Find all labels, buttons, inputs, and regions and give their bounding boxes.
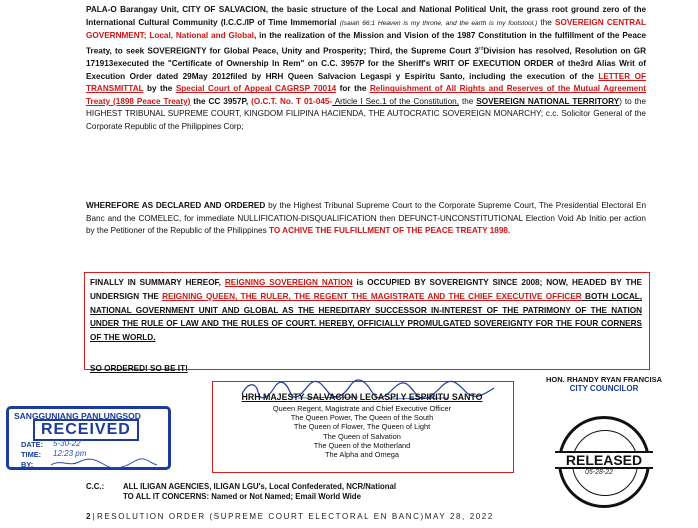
para1-text: , in the realization of the Mission and Vision of the 1987 Constitution in the fulfillment of the Peace Treaty, to seek SOVEREIGNTY for Global Peace, Unity and Prosperity; Third, the Supreme Court 3 [86, 31, 646, 56]
para3-text: BOTH LOCAL, NATIONAL GOVERNMENT UNIT AND GLOBAL AS THE HEREDITARY SUCCESSOR IN-INTEREST OF THE PATRIMONY OF THE NATION UNDER THE RULE OF LAW AND THE RULES OF COURT. HEREBY, OFFICIALLY PROMULGATED SOVEREIGNTY FOR THE FOUR CORNERS OF THE WORLD. [90, 291, 643, 343]
scripture-quote: (Isaiah 66:1 Heaven is my throne, and the earth is my footstool.) [339, 19, 538, 27]
para1-text: the [537, 17, 555, 27]
para1-text: ) to the HIGHEST TRIBUNAL SUPREME COURT, KINGDOM FILIPINA HACIENDA, THE AUTOCRATIC SOVEREIGN MONARCHY; c.c. Solicitor General of the Corporate Republic of the Philippines Corp; [86, 96, 646, 132]
title-line: The Queen of Salvation [323, 431, 401, 441]
para1-text: PALA-O Barangay Unit, CITY OF SALVACION, the basic structure of the Local and National Political Unit, the grass root ground zero of the International Cultural Community (I.C.C./IP of Time Immemorial [86, 5, 646, 27]
para2-text: by the Highest Tribunal Supreme Court to the Corporate Supreme Court, The Presidential Electoral En Banc and the COMELEC, for immediate NULLIFICATION-DISQUALIFICATION then DEFUNCT-UNCONSTITUTIONAL Election Void Ab Initio per action by the Petitioner of the Republic of the Philippines [86, 201, 646, 236]
letter-of-transmittal: LETTER OF TRANSMITTAL [86, 71, 647, 94]
councilor-title: CITY COUNCILOR [569, 384, 639, 393]
para3-text: is OCCUPIED BY SOVEREIGNTY SINCE 2008; NOW, HEADED BY THE UNDERSIGN THE [90, 278, 642, 301]
peace-treaty-phrase: TO ACHIVE THE FULFILLMENT OF THE PEACE TREATY 1898. [268, 226, 511, 236]
title-line: The Queen Power, The Queen of the South [290, 413, 434, 423]
stamp-received-word: RECEIVED [33, 419, 139, 441]
para1-text: Division has resolved, Resolution on GR 171913executed the "Certificate of Ownership In Rem" on C.C. 3957P for the Sheriff's WRIT OF EXECUTION ORDER of the3rd Alias Writ of Execution Order dated 29May 2012filed by HRH Queen Salvacion Legaspi y Espiritu Santo, including the execution of the [86, 46, 646, 81]
stamp-date-value: 5-30-22 [53, 439, 81, 448]
para1-text: by the [143, 84, 176, 94]
para1-text: the [459, 96, 477, 106]
stamp-date-label: DATE: [21, 440, 44, 449]
wherefore-heading: WHEREFORE AS DECLARED AND ORDERED [86, 201, 266, 210]
cc-line: TO ALL IT CONCERNS: Named or Not Named; Email World Wide [123, 491, 361, 501]
stamp-by-label: BY: [21, 460, 34, 469]
page-number: 2 [86, 512, 91, 521]
sovereign-territory: SOVEREIGN NATIONAL TERRITORY [476, 96, 620, 106]
para1-text: for the [336, 84, 370, 94]
relinquishment-phrase: Relinquishment of All Rights and Reserves of the Mutual Agreement Treaty (1898 Peace Treaty) [86, 84, 646, 106]
stamp-time-label: TIME: [21, 450, 42, 459]
cc-recipients [123, 482, 483, 501]
page-footer: 2 | RESOLUTION ORDER (SUPREME COURT ELECTORAL EN BANC)MAY 28, 2022 [86, 512, 494, 521]
stamp-time-value: 12:23 pm [53, 449, 87, 458]
superscript: rd [478, 45, 484, 52]
reigning-nation-phrase: REIGNING SOVEREIGN NATION [224, 278, 353, 287]
title-line: The Alpha and Omega [325, 450, 399, 460]
reigning-queen-phrase: REIGNING QUEEN, THE RULER, THE REGENT THE MAGISTRATE AND THE CHIEF EXECUTIVE OFFICER [162, 291, 582, 301]
stamp-released-word: RELEASED [555, 451, 653, 469]
cc-label: C.C.: [86, 482, 105, 491]
oct-number: (O.C.T. No. T 01-045- [251, 96, 333, 106]
signatory-titles [212, 404, 512, 459]
stamp-by-signature [49, 457, 159, 469]
paragraph-wherefore [86, 200, 646, 238]
councilor-name: HON. RHANDY RYAN FRANCISA [546, 375, 662, 384]
released-stamp [558, 416, 650, 508]
so-ordered: SO ORDERED! SO BE IT! [90, 364, 188, 373]
special-court-ref: Special Court of Appeal CAGRSP 70014 [175, 84, 337, 94]
stamp-org: SANGGUNIANG PANLUNGSOD [14, 411, 141, 421]
signatory-name: HRH MAJESTY SALVACION LEGASPI Y ESPIRITU SANTO [241, 392, 483, 402]
paragraph-summary [90, 276, 642, 345]
paragraph-opening [86, 4, 646, 134]
councilor-signature-block [546, 375, 662, 393]
para1-text: the CC 3957P, [190, 96, 252, 106]
footer-text: RESOLUTION ORDER (SUPREME COURT ELECTORAL EN BANC)MAY 28, 2022 [96, 512, 494, 521]
received-stamp [6, 406, 171, 470]
title-line: The Queen of the Motherland [313, 440, 411, 450]
cc-line: ALL ILIGAN AGENCIES, ILIGAN LGU's, Local Confederated, NCR/National [123, 482, 397, 491]
title-line: The Queen of Flower, The Queen of Light [293, 422, 431, 432]
sovereign-government-phrase: SOVEREIGN CENTRAL GOVERNMENT; Local, National and Global [86, 17, 646, 41]
stamp-released-date: 05-28-22 [585, 469, 614, 476]
title-line: Queen Regent, Magistrate and Chief Executive Officer [272, 404, 452, 413]
article-ref: Article I Sec.1 of the Constitution, [332, 96, 460, 106]
para3-text: FINALLY IN SUMMARY HEREOF, [90, 278, 225, 287]
